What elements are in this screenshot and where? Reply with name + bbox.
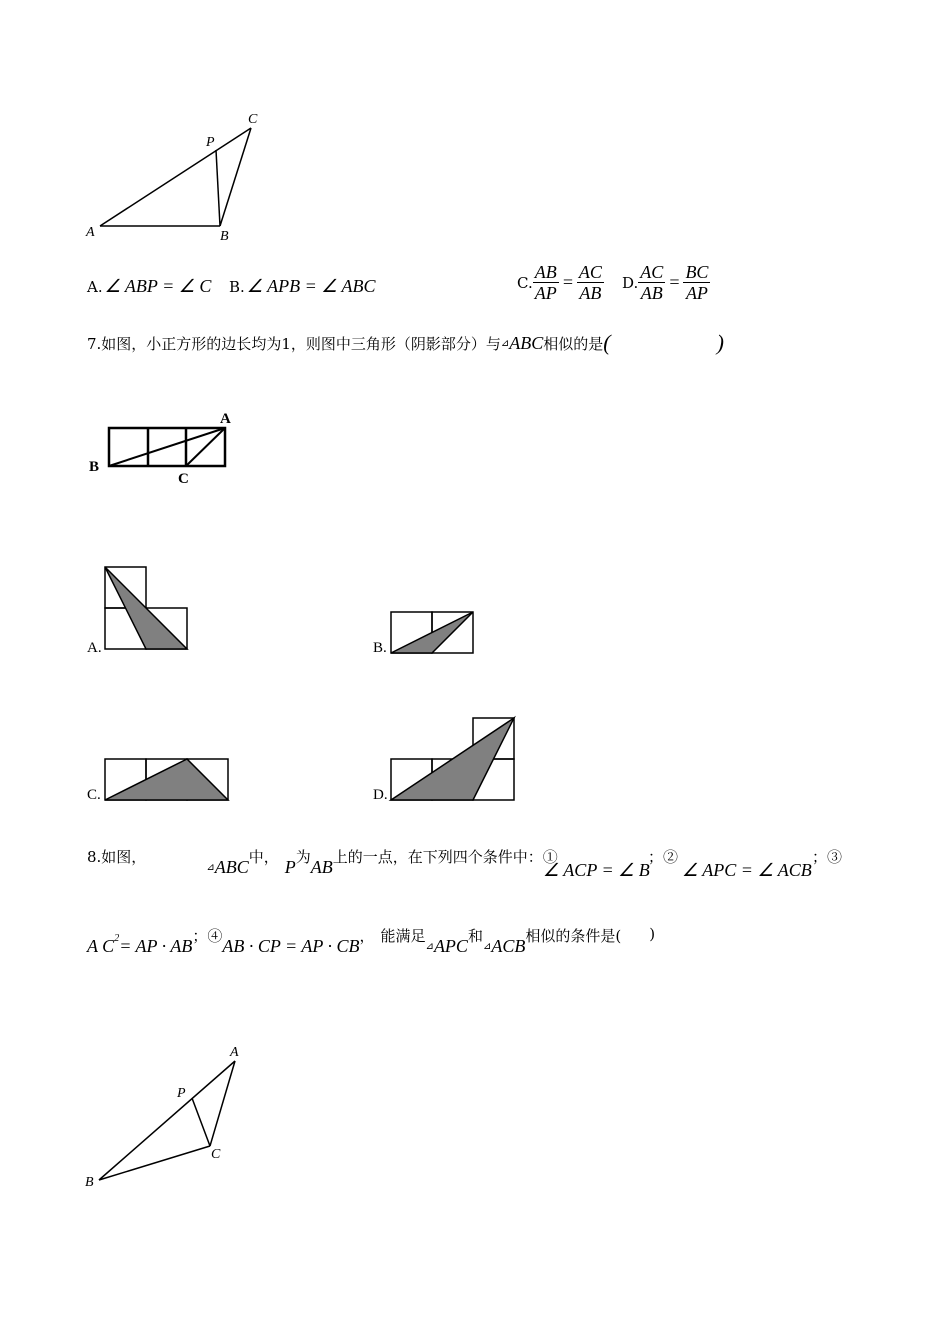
q8-condition-3a: A C (87, 936, 115, 956)
q7-text-before: 7.如图，小正方形的边长均为1，则图中三角形（阴影部分）与 (87, 334, 501, 353)
q8-zhong: 中， (248, 848, 279, 866)
q7-option-d-label[interactable]: D. (373, 787, 388, 803)
q8-condition-1: ∠ ACP = ∠ B (543, 860, 650, 880)
q8-condition-2: ∠ APC = ∠ ACB (682, 860, 812, 880)
numerator: BC (685, 262, 709, 282)
q7-text-after: 相似的是 (543, 334, 604, 353)
answer-paren-close: ) (716, 330, 724, 355)
label-b: B (220, 229, 229, 244)
q8-condition-4: AB · CP = AP · CB (222, 936, 360, 956)
label-p: P (177, 1086, 186, 1101)
q8-separator: ；④ (192, 927, 223, 945)
q8-close: ) (649, 925, 656, 943)
answer-paren-open: ( (603, 330, 611, 355)
q8-p: P (284, 857, 296, 877)
option-a-label: A. (87, 277, 103, 296)
q8-he: 和 (467, 927, 483, 945)
option-a-expr: ∠ ABP = ∠ C (104, 276, 212, 296)
q8-neng: 能满足 (380, 927, 426, 945)
numerator: AC (578, 262, 602, 282)
label-c: C (211, 1147, 221, 1162)
q6-option-c[interactable] (517, 262, 604, 303)
q8-separator: ；③ (812, 848, 843, 866)
denominator: AP (685, 283, 708, 303)
label-c: C (248, 112, 258, 127)
label-a: A (86, 225, 95, 240)
q8-separator: ；② (648, 848, 679, 866)
q8-acb: ACB (491, 936, 526, 956)
q7-reference-figure (86, 405, 246, 490)
q7-option-a-figure[interactable] (104, 566, 190, 652)
q7-option-b-label[interactable]: B. (373, 640, 387, 656)
q8-wei: 为 (295, 848, 311, 866)
q7-option-c-figure[interactable] (104, 758, 230, 802)
option-d-label: D. (622, 273, 639, 292)
q8-desc: 上的一点，在下列四个条件中：① (332, 848, 558, 866)
label-b: B (85, 1175, 94, 1190)
q6-triangle-figure (80, 105, 280, 250)
q7-question (87, 330, 724, 356)
label-p: P (206, 135, 215, 150)
triangle-symbol: ⊿ (500, 337, 510, 349)
fraction (683, 262, 710, 303)
fraction (638, 262, 665, 303)
triangle-symbol: ⊿ (425, 941, 434, 952)
q7-option-d-figure[interactable] (390, 717, 516, 803)
numerator: AC (640, 262, 664, 282)
q8-triangle-figure (80, 1040, 260, 1195)
q8-abc: ABC (214, 857, 249, 877)
triangle-symbol: ⊿ (206, 862, 215, 873)
equals-sign: = (668, 272, 681, 292)
q7-option-c-label[interactable]: C. (87, 787, 101, 803)
q8-condition-3b: = AP · AB (119, 936, 193, 956)
label-a: A (230, 1045, 239, 1060)
q7-option-a-label[interactable]: A. (87, 640, 102, 656)
q7-abc: ABC (509, 332, 544, 353)
q8-question-line1 (87, 846, 558, 878)
q7-option-b-figure[interactable] (390, 611, 476, 655)
equals-sign: = (561, 272, 574, 292)
label-b: B (89, 459, 100, 475)
denominator: AB (640, 283, 663, 303)
q8-prefix: 8.如图， (87, 848, 147, 866)
numerator: AB (534, 262, 557, 282)
triangle-symbol: ⊿ (482, 941, 492, 952)
q8-apc: APC (433, 936, 468, 956)
q8-question: 相似的条件是( (525, 927, 622, 945)
q8-question-line2 (87, 925, 655, 957)
q6-option-b[interactable] (229, 276, 376, 297)
q8-condition-3-sup: 2 (114, 933, 120, 944)
q8-comma: ， (359, 927, 375, 945)
option-c-label: C. (517, 273, 533, 292)
label-c: C (178, 471, 189, 487)
label-a: A (220, 411, 231, 427)
q8-ab: AB (310, 857, 333, 877)
denominator: AP (534, 283, 557, 303)
fraction (577, 262, 604, 303)
fraction (533, 262, 559, 303)
denominator: AB (579, 283, 602, 303)
q6-option-a[interactable] (87, 276, 211, 297)
option-b-label: B. (229, 277, 245, 296)
option-b-expr: ∠ APB = ∠ ABC (246, 276, 376, 296)
q6-option-d[interactable] (622, 262, 710, 303)
